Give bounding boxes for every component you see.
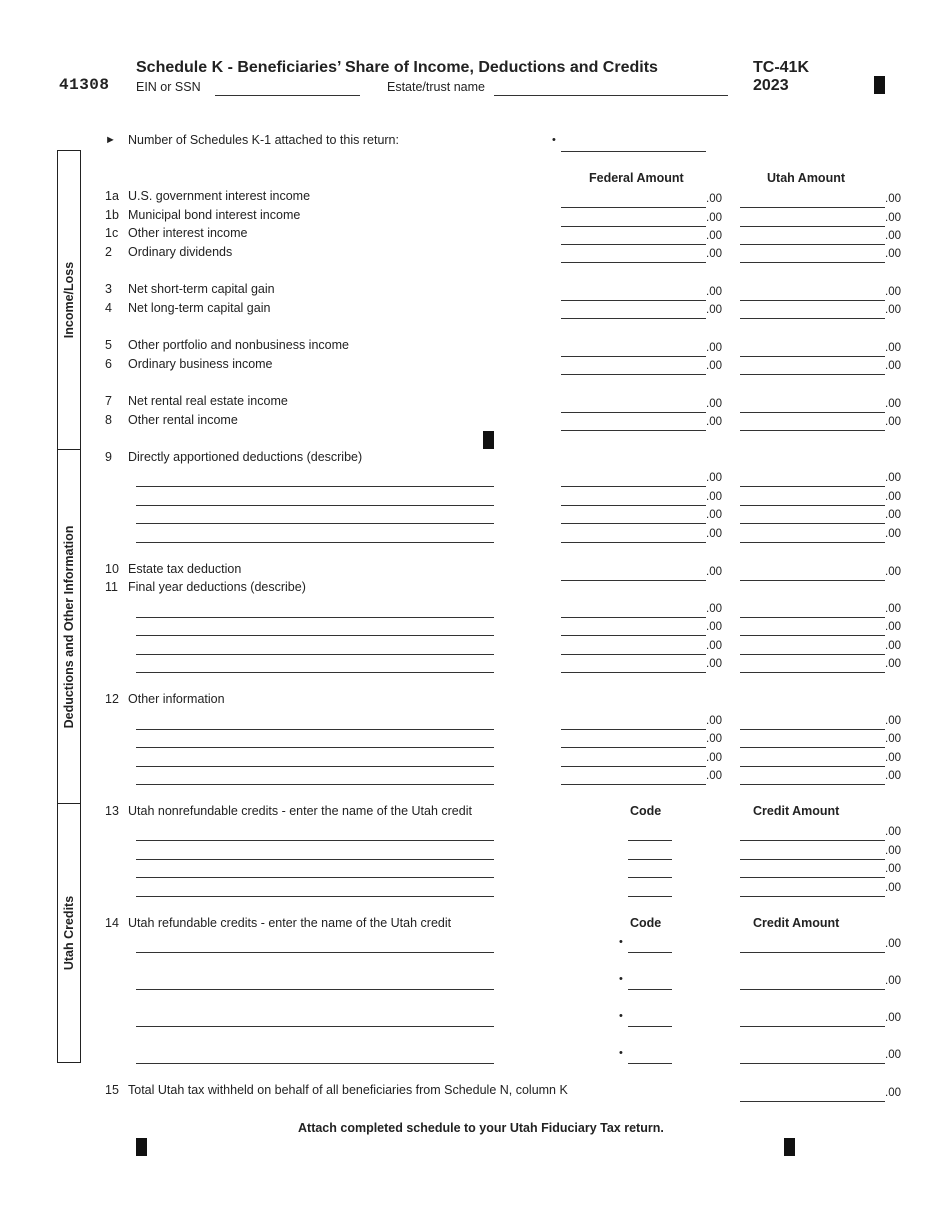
bullet-icon: • <box>619 1047 623 1059</box>
utah-amount-field[interactable] <box>740 617 885 618</box>
cents-label: .00 <box>885 882 901 894</box>
utah-amount-field[interactable] <box>740 635 885 636</box>
line-label: Other rental income <box>128 413 238 427</box>
line-num: 1a <box>105 189 119 203</box>
line-label: Net short-term capital gain <box>128 282 275 296</box>
cents-label: .00 <box>706 752 722 764</box>
utah-amount-field[interactable] <box>740 523 885 524</box>
cents-label: .00 <box>706 212 722 224</box>
utah-amount-field[interactable] <box>740 672 885 673</box>
utah-amount-field[interactable] <box>740 226 885 227</box>
registration-mark <box>874 76 885 94</box>
line-num: 7 <box>105 394 112 408</box>
k1-count-label: Number of Schedules K-1 attached to this return: <box>128 133 399 147</box>
line-num: 2 <box>105 245 112 259</box>
cents-label: .00 <box>706 603 722 615</box>
utah-amount-field[interactable] <box>740 430 885 431</box>
cents-label: .00 <box>885 212 901 224</box>
cents-label: .00 <box>885 342 901 354</box>
cents-label: .00 <box>706 342 722 354</box>
line-num: 13 <box>105 804 119 818</box>
cents-label: .00 <box>885 733 901 745</box>
description-field[interactable] <box>136 766 494 767</box>
cents-label: .00 <box>885 1049 901 1061</box>
description-field[interactable] <box>136 486 494 487</box>
credit-amount-field[interactable] <box>740 877 885 878</box>
credit-code-field[interactable] <box>628 952 672 953</box>
cents-label: .00 <box>885 193 901 205</box>
description-field[interactable] <box>136 729 494 730</box>
federal-amount-field[interactable] <box>561 244 706 245</box>
credit-amount-field[interactable] <box>740 859 885 860</box>
cents-label: .00 <box>706 621 722 633</box>
federal-amount-field[interactable] <box>561 505 706 506</box>
description-field[interactable] <box>136 877 494 878</box>
cents-label: .00 <box>706 398 722 410</box>
federal-amount-header: Federal Amount <box>589 171 684 185</box>
credit-code-field[interactable] <box>628 1026 672 1027</box>
credit-amount-header: Credit Amount <box>753 916 840 930</box>
line-num: 6 <box>105 357 112 371</box>
cents-label: .00 <box>706 360 722 372</box>
credit-name-field[interactable] <box>136 1026 494 1027</box>
utah-amount-field[interactable] <box>740 729 885 730</box>
federal-amount-field[interactable] <box>561 430 706 431</box>
line-label: U.S. government interest income <box>128 189 311 203</box>
utah-amount-field[interactable] <box>740 207 885 208</box>
cents-label: .00 <box>885 715 901 727</box>
cents-label: .00 <box>885 248 901 260</box>
description-field[interactable] <box>136 840 494 841</box>
bullet-icon: • <box>619 973 623 985</box>
cents-label: .00 <box>706 230 722 242</box>
description-field[interactable] <box>136 859 494 860</box>
credit-name-field[interactable] <box>136 1063 494 1064</box>
cents-label: .00 <box>885 863 901 875</box>
cents-label: .00 <box>706 286 722 298</box>
line-label: Net rental real estate income <box>128 394 288 408</box>
utah-amount-header: Utah Amount <box>767 171 845 185</box>
federal-amount-field[interactable] <box>561 654 706 655</box>
federal-amount-field[interactable] <box>561 318 706 319</box>
utah-amount-field[interactable] <box>740 580 885 581</box>
utah-amount-field[interactable] <box>740 300 885 301</box>
credit-name-field[interactable] <box>136 989 494 990</box>
ein-field[interactable] <box>215 95 360 96</box>
cents-label: .00 <box>885 621 901 633</box>
cents-label: .00 <box>706 528 722 540</box>
line-label: Other interest income <box>128 226 248 240</box>
line-num: 4 <box>105 301 112 315</box>
cents-label: .00 <box>885 509 901 521</box>
footer-note: Attach completed schedule to your Utah Fiduciary Tax return. <box>298 1121 664 1135</box>
federal-amount-field[interactable] <box>561 356 706 357</box>
utah-amount-field[interactable] <box>740 486 885 487</box>
credit-amount-field[interactable] <box>740 1063 885 1064</box>
utah-amount-field[interactable] <box>740 318 885 319</box>
line-label: Other information <box>128 692 225 706</box>
utah-amount-field[interactable] <box>740 262 885 263</box>
cents-label: .00 <box>885 416 901 428</box>
cents-label: .00 <box>706 304 722 316</box>
cents-label: .00 <box>885 752 901 764</box>
federal-amount-field[interactable] <box>561 729 706 730</box>
cents-label: .00 <box>885 230 901 242</box>
utah-amount-field[interactable] <box>740 505 885 506</box>
description-field[interactable] <box>136 654 494 655</box>
cents-label: .00 <box>885 1012 901 1024</box>
cents-label: .00 <box>885 826 901 838</box>
cents-label: .00 <box>885 603 901 615</box>
line-label: Estate tax deduction <box>128 562 242 576</box>
federal-amount-field[interactable] <box>561 374 706 375</box>
line-label: Final year deductions (describe) <box>128 580 306 594</box>
line-label: Ordinary business income <box>128 357 273 371</box>
ein-label: EIN or SSN <box>136 80 201 94</box>
cents-label: .00 <box>706 248 722 260</box>
utah-amount-field[interactable] <box>740 412 885 413</box>
registration-mark <box>784 1138 795 1156</box>
form-id: TC-41K <box>753 59 810 76</box>
credit-code-field[interactable] <box>628 877 672 878</box>
credit-code-field[interactable] <box>628 896 672 897</box>
federal-amount-field[interactable] <box>561 262 706 263</box>
section-deductions-label: Deductions and Other Information <box>62 525 76 728</box>
line-label: Total Utah tax withheld on behalf of all beneficiaries from Schedule N, column K <box>128 1083 568 1097</box>
registration-mark <box>483 431 494 449</box>
cents-label: .00 <box>885 566 901 578</box>
line-label: Utah refundable credits - enter the name of the Utah credit <box>128 916 452 930</box>
credit-amount-field[interactable] <box>740 840 885 841</box>
federal-amount-field[interactable] <box>561 617 706 618</box>
line-num: 14 <box>105 916 119 930</box>
arrow-icon: ► <box>105 134 116 146</box>
utah-amount-field[interactable] <box>740 766 885 767</box>
cents-label: .00 <box>885 286 901 298</box>
bullet-icon: • <box>619 1010 623 1022</box>
description-field[interactable] <box>136 747 494 748</box>
federal-amount-field[interactable] <box>561 542 706 543</box>
credit-code-field[interactable] <box>628 1063 672 1064</box>
credit-code-field[interactable] <box>628 859 672 860</box>
line-num: 11 <box>105 580 118 594</box>
line-num: 9 <box>105 450 112 464</box>
credit-code-field[interactable] <box>628 840 672 841</box>
section-income-label: Income/Loss <box>62 261 76 339</box>
cents-label: .00 <box>885 491 901 503</box>
federal-amount-field[interactable] <box>561 486 706 487</box>
credit-amount-field[interactable] <box>740 896 885 897</box>
section-credits <box>57 803 81 1063</box>
description-field[interactable] <box>136 635 494 636</box>
cents-label: .00 <box>706 472 722 484</box>
line-label: Net long-term capital gain <box>128 301 271 315</box>
federal-amount-field[interactable] <box>561 672 706 673</box>
cents-label: .00 <box>885 472 901 484</box>
form-year: 2023 <box>753 77 789 94</box>
line-label: Other portfolio and nonbusiness income <box>128 338 349 352</box>
registration-mark <box>136 1138 147 1156</box>
line-num: 1c <box>105 226 119 240</box>
line-label: Directly apportioned deductions (describe) <box>128 450 363 464</box>
credit-amount-field[interactable] <box>740 952 885 953</box>
federal-amount-field[interactable] <box>561 580 706 581</box>
utah-amount-field[interactable] <box>740 784 885 785</box>
line-label: Municipal bond interest income <box>128 208 301 222</box>
section-deductions <box>57 449 81 804</box>
utah-amount-field[interactable] <box>740 654 885 655</box>
cents-label: .00 <box>885 360 901 372</box>
description-field[interactable] <box>136 523 494 524</box>
code-header: Code <box>630 916 662 930</box>
cents-label: .00 <box>706 491 722 503</box>
utah-amount-field[interactable] <box>740 542 885 543</box>
cents-label: .00 <box>885 304 901 316</box>
cents-label: .00 <box>706 715 722 727</box>
utah-amount-field[interactable] <box>740 747 885 748</box>
federal-amount-field[interactable] <box>561 747 706 748</box>
utah-amount-field[interactable] <box>740 356 885 357</box>
federal-amount-field[interactable] <box>561 784 706 785</box>
estate-label: Estate/trust name <box>387 80 485 94</box>
cents-label: .00 <box>706 416 722 428</box>
line-num: 1b <box>105 208 119 222</box>
line-label: Utah nonrefundable credits - enter the name of the Utah credit <box>128 804 472 818</box>
bullet-icon: • <box>619 936 623 948</box>
line-num: 10 <box>105 562 119 576</box>
credit-name-field[interactable] <box>136 952 494 953</box>
federal-amount-field[interactable] <box>561 300 706 301</box>
utah-amount-field[interactable] <box>740 244 885 245</box>
line-num: 12 <box>105 692 119 706</box>
section-credits-label: Utah Credits <box>62 895 76 971</box>
line-label: Ordinary dividends <box>128 245 233 259</box>
cents-label: .00 <box>885 528 901 540</box>
cents-label: .00 <box>885 658 901 670</box>
description-field[interactable] <box>136 672 494 673</box>
federal-amount-field[interactable] <box>561 226 706 227</box>
withheld-total-field[interactable] <box>740 1101 885 1102</box>
description-field[interactable] <box>136 617 494 618</box>
cents-label: .00 <box>885 640 901 652</box>
federal-amount-field[interactable] <box>561 523 706 524</box>
line-num: 5 <box>105 338 112 352</box>
bullet-icon: • <box>552 134 556 146</box>
cents-label: .00 <box>706 509 722 521</box>
line-num: 3 <box>105 282 112 296</box>
section-income <box>57 150 81 450</box>
cents-label: .00 <box>706 566 722 578</box>
cents-label: .00 <box>706 193 722 205</box>
cents-label: .00 <box>885 770 901 782</box>
credit-code-field[interactable] <box>628 989 672 990</box>
cents-label: .00 <box>885 1087 901 1099</box>
federal-amount-field[interactable] <box>561 766 706 767</box>
cents-label: .00 <box>885 398 901 410</box>
credit-amount-field[interactable] <box>740 989 885 990</box>
description-field[interactable] <box>136 896 494 897</box>
cents-label: .00 <box>885 975 901 987</box>
form-number: 41308 <box>59 76 110 94</box>
cents-label: .00 <box>885 845 901 857</box>
line-num: 8 <box>105 413 112 427</box>
estate-name-field[interactable] <box>494 95 728 96</box>
federal-amount-field[interactable] <box>561 412 706 413</box>
code-header: Code <box>630 804 662 818</box>
utah-amount-field[interactable] <box>740 374 885 375</box>
federal-amount-field[interactable] <box>561 635 706 636</box>
cents-label: .00 <box>706 658 722 670</box>
cents-label: .00 <box>706 770 722 782</box>
form-title: Schedule K - Beneficiaries’ Share of Income, Deductions and Credits <box>136 59 658 76</box>
cents-label: .00 <box>706 640 722 652</box>
federal-amount-field[interactable] <box>561 207 706 208</box>
cents-label: .00 <box>706 733 722 745</box>
description-field[interactable] <box>136 784 494 785</box>
description-field[interactable] <box>136 505 494 506</box>
cents-label: .00 <box>885 938 901 950</box>
credit-amount-header: Credit Amount <box>753 804 840 818</box>
k1-count-field[interactable] <box>561 151 706 152</box>
credit-amount-field[interactable] <box>740 1026 885 1027</box>
description-field[interactable] <box>136 542 494 543</box>
line-num: 15 <box>105 1083 119 1097</box>
